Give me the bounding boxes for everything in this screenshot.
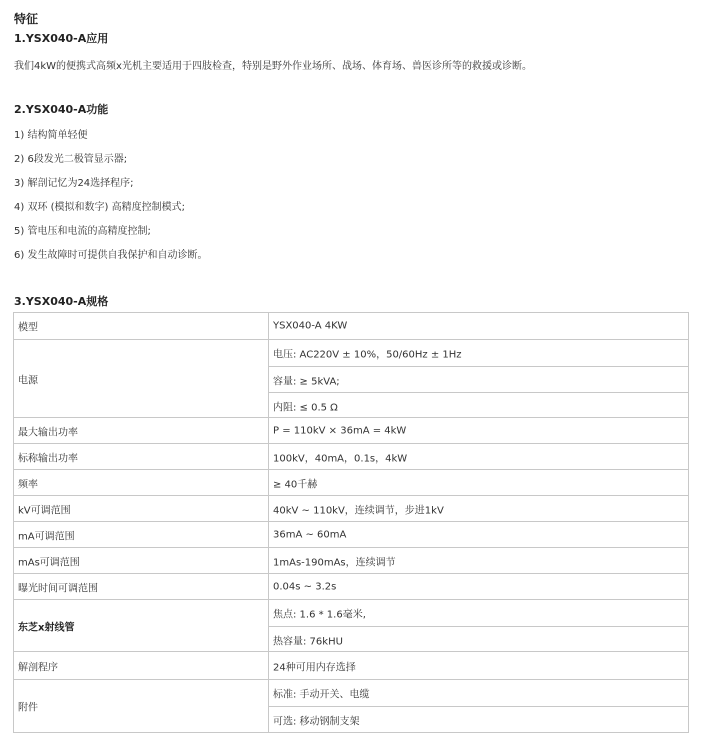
row-label-cell — [14, 470, 269, 495]
table-row — [14, 573, 688, 599]
row-label-cell — [14, 522, 269, 547]
row-label: 附件 — [18, 702, 38, 714]
table-row — [14, 521, 688, 547]
row-label-cell — [14, 418, 269, 443]
row-value-cell — [269, 340, 688, 366]
row-value: 1mAs-190mAs，连续调节 — [273, 557, 396, 569]
row-value-cell — [269, 522, 688, 548]
row-label: mA可调范围 — [18, 531, 75, 542]
row-value: 标准: 手动开关、电缆 — [273, 689, 370, 701]
row-value: 电压: AC220V ± 10%，50/60Hz ± 1Hz — [273, 349, 462, 361]
row-label-cell — [14, 313, 269, 339]
row-label-cell — [14, 652, 269, 679]
row-value-cell — [269, 626, 688, 652]
row-value-cell — [269, 574, 688, 600]
row-label: kV可调范围 — [18, 505, 71, 516]
row-value: 热容量: 76kHU — [273, 636, 343, 647]
row-value: YSX040-A 4KW — [273, 320, 348, 332]
row-label: 电源 — [18, 375, 38, 386]
row-value-cell — [269, 680, 688, 706]
table-row — [14, 599, 688, 651]
row-value-cell — [269, 548, 688, 574]
row-value-cell — [269, 418, 688, 444]
row-value: 24种可用内存选择 — [273, 662, 356, 674]
function-item: 3) 解剖记忆为24选择程序; — [14, 178, 134, 189]
table-row — [14, 443, 688, 469]
table-row — [14, 469, 688, 495]
page-title: 特征 — [14, 12, 39, 26]
table-row — [14, 417, 688, 443]
row-value: ≥ 40千赫 — [273, 479, 318, 491]
table-row — [14, 547, 688, 573]
row-label: 曝光时间可调范围 — [18, 583, 98, 594]
row-label: 最大输出功率 — [18, 427, 78, 438]
section-heading-application: 1.YSX040-A应用 — [14, 32, 109, 45]
row-label-cell — [14, 600, 269, 651]
section-heading-functions: 2.YSX040-A功能 — [14, 103, 109, 116]
table-row — [14, 679, 688, 732]
row-label: 解剖程序 — [18, 662, 58, 673]
row-value: 容量: ≥ 5kVA; — [273, 376, 340, 387]
row-value: P = 110kV × 36mA = 4kW — [273, 425, 407, 437]
row-value-cell — [269, 600, 688, 626]
row-value-cell — [269, 496, 688, 522]
row-label-cell — [14, 340, 269, 417]
table-row — [14, 339, 688, 417]
row-label: 标称输出功率 — [18, 453, 78, 464]
row-label-cell — [14, 574, 269, 599]
table-row — [14, 495, 688, 521]
section-heading-specifications: 3.YSX040-A规格 — [14, 295, 109, 308]
row-value-cell — [269, 444, 688, 470]
table-row — [14, 313, 688, 339]
row-value: 内阻: ≤ 0.5 Ω — [273, 402, 338, 413]
function-item: 6) 发生故障时可提供自我保护和自动诊断。 — [14, 250, 208, 261]
row-value-cell — [269, 392, 688, 418]
row-value: 100kV，40mA，0.1s，4kW — [273, 453, 408, 465]
row-label-cell — [14, 680, 269, 732]
row-label: 频率 — [18, 479, 38, 490]
row-label: 东芝x射线管 — [18, 622, 75, 633]
row-value-cell — [269, 470, 688, 496]
row-label-cell — [14, 496, 269, 521]
spec-table — [13, 312, 689, 733]
row-value: 焦点: 1.6 * 1.6毫米, — [273, 609, 366, 621]
table-row — [14, 651, 688, 679]
row-value-cell — [269, 652, 688, 680]
row-label-cell — [14, 444, 269, 469]
row-value-cell — [269, 706, 688, 733]
row-label: 模型 — [18, 322, 38, 334]
row-value-cell — [269, 366, 688, 392]
row-value-cell — [269, 313, 688, 339]
row-value: 40kV ~ 110kV，连续调节，步进1kV — [273, 505, 444, 517]
row-value: 0.04s ~ 3.2s — [273, 581, 337, 593]
function-item: 2) 6段发光二极管显示器; — [14, 154, 128, 165]
row-label-cell — [14, 548, 269, 573]
function-item: 1) 结构简单轻便 — [14, 130, 88, 141]
row-value: 可选: 移动钢制支架 — [273, 716, 360, 728]
application-paragraph: 我们4kW的便携式高频x光机主要适用于四肢检查，特别是野外作业场所、战场、体育场、兽医诊所等的救援或诊断。 — [14, 61, 532, 72]
row-value: 36mA ~ 60mA — [273, 529, 347, 541]
row-label: mAs可调范围 — [18, 557, 80, 568]
function-item: 5) 管电压和电流的高精度控制; — [14, 226, 151, 237]
function-item: 4) 双环 (模拟和数字) 高精度控制模式; — [14, 202, 185, 213]
